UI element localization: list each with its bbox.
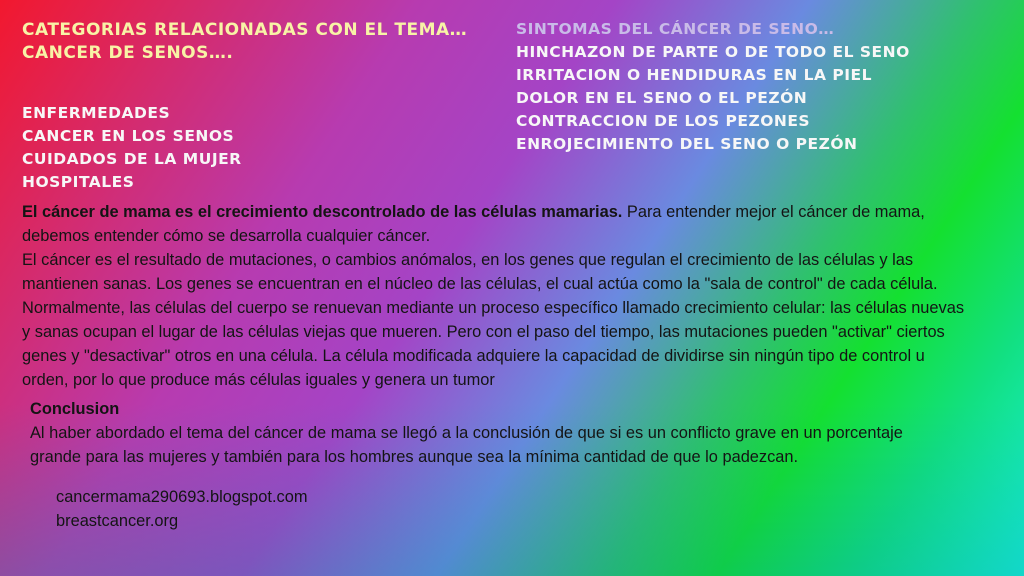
conclusion-section [30, 397, 930, 469]
topic-item: CANCER EN LOS SENOS [22, 127, 235, 145]
topic-item: ENFERMEDADES [22, 104, 171, 122]
conclusion-heading: Conclusion [30, 400, 120, 418]
lead-rest-text: Para entender mejor el cáncer de mama, debemos entender cómo se desarrolla cualquier cáncer. [22, 203, 925, 245]
topic-item: CUIDADOS DE LA MUJER [22, 150, 242, 168]
body-paragraph-2: El cáncer es el resultado de mutaciones, o cambios anómalos, en los genes que regulan el crecimiento de las células y las mantienen sanas. Los genes se encuentran en el núcleo de las células, el cual actúa como la "sala de control" de cada célula. Normalmente, las células del cuerpo se renuevan mediante un proceso específico llamado crecimiento celular: las células nuevas y sanas ocupan el lugar de las células viejas que mueren. Pero con el paso del tiempo, las mutaciones pueden "activar" ciertos genes y "desactivar" otros en una célula. La célula modificada adquiere la capacidad de dividirse sin ningún tipo de control u orden, por lo que produce más células iguales y genera un tumor [22, 251, 965, 389]
slide-title [22, 19, 467, 65]
body-paragraph-1 [22, 200, 972, 248]
body-text [22, 200, 972, 392]
symptom-item: IRRITACION O HENDIDURAS EN LA PIEL [516, 66, 872, 84]
symptom-item: HINCHAZON DE PARTE O DE TODO EL SENO [516, 43, 910, 61]
conclusion-text: Al haber abordado el tema del cáncer de mama se llegó a la conclusión de que si es un conflicto grave en un porcentaje grande para las mujeres y también para los hombres aunque sea la mínima cantidad de que lo padezcan. [30, 424, 903, 466]
symptom-item: CONTRACCION DE LOS PEZONES [516, 112, 811, 130]
symptoms-list [516, 18, 910, 156]
title-line-1: CATEGORIAS RELACIONADAS CON EL TEMA… [22, 20, 468, 40]
symptom-item: ENROJECIMIENTO DEL SENO O PEZÓN [516, 135, 858, 153]
symptom-item: DOLOR EN EL SENO O EL PEZÓN [516, 89, 808, 107]
topic-item: HOSPITALES [22, 173, 135, 191]
lead-bold-text: El cáncer de mama es el crecimiento descontrolado de las células mamarias. [22, 203, 623, 221]
references-list [56, 485, 307, 533]
symptoms-heading: SINTOMAS DEL CÁNCER DE SENO… [516, 20, 835, 38]
title-line-2: CANCER DE SENOS…. [22, 43, 234, 63]
related-topics-list [22, 102, 242, 194]
reference-link[interactable]: cancermama290693.blogspot.com [56, 488, 308, 506]
reference-link[interactable]: breastcancer.org [56, 512, 179, 530]
